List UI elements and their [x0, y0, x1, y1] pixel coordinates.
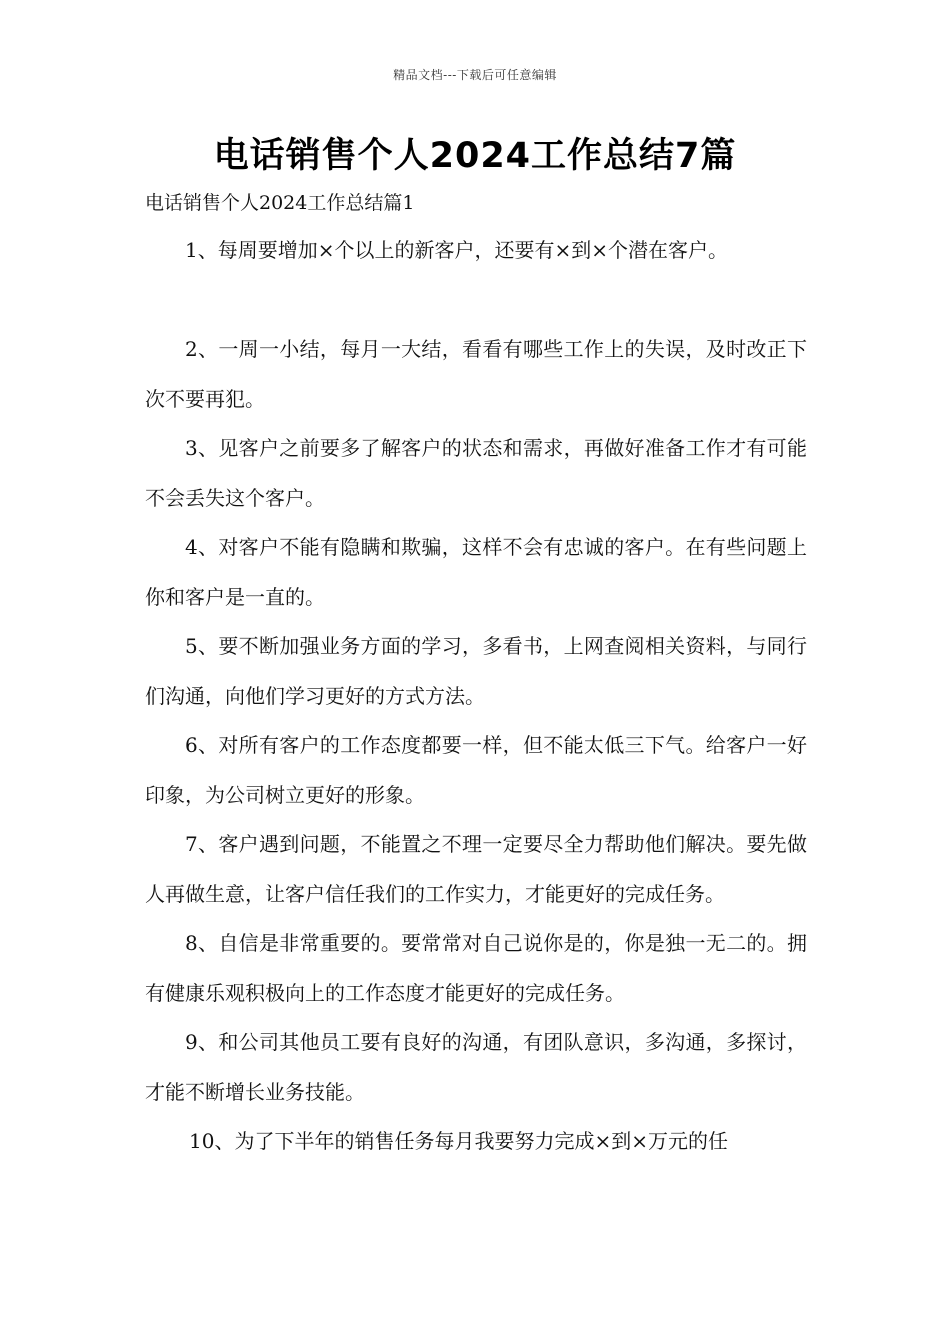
- document-body: [145, 226, 807, 1167]
- paragraph-3: 3、见客户之前要多了解客户的状态和需求，再做好准备工作才有可能不会丢失这个客户。: [145, 436, 807, 510]
- paragraph-4: 4、对客户不能有隐瞒和欺骗，这样不会有忠诚的客户。在有些问题上你和客户是一直的。: [145, 535, 807, 609]
- paragraph-7: 7、客户遇到问题，不能置之不理一定要尽全力帮助他们解决。要先做人再做生意，让客户信任我们的工作实力，才能更好的完成任务。: [145, 832, 807, 906]
- document-title: 电话销售个人2024工作总结7篇: [213, 136, 737, 176]
- paragraph-1: 1、每周要增加×个以上的新客户，还要有×到×个潜在客户。: [185, 238, 728, 262]
- paragraph-5: 5、要不断加强业务方面的学习，多看书，上网查阅相关资料，与同行们沟通，向他们学习更好的方式方法。: [145, 634, 807, 708]
- section-title: 电话销售个人2024工作总结篇1: [145, 192, 415, 214]
- paragraph-8: 8、自信是非常重要的。要常常对自己说你是的，你是独一无二的。拥有健康乐观积极向上的工作态度才能更好的完成任务。: [145, 931, 807, 1005]
- paragraph-6: 6、对所有客户的工作态度都要一样，但不能太低三下气。给客户一好印象，为公司树立更好的形象。: [145, 733, 807, 807]
- paragraph-10: 10、为了下半年的销售任务每月我要努力完成×到×万元的任: [189, 1129, 728, 1153]
- paragraph-2: 2、一周一小结，每月一大结，看看有哪些工作上的失误，及时改正下次不要再犯。: [145, 337, 807, 411]
- paragraph-9: 9、和公司其他员工要有良好的沟通，有团队意识，多沟通，多探讨，才能不断增长业务技能。: [145, 1030, 807, 1104]
- header-note: 精品文档---下载后可任意编辑: [393, 68, 557, 82]
